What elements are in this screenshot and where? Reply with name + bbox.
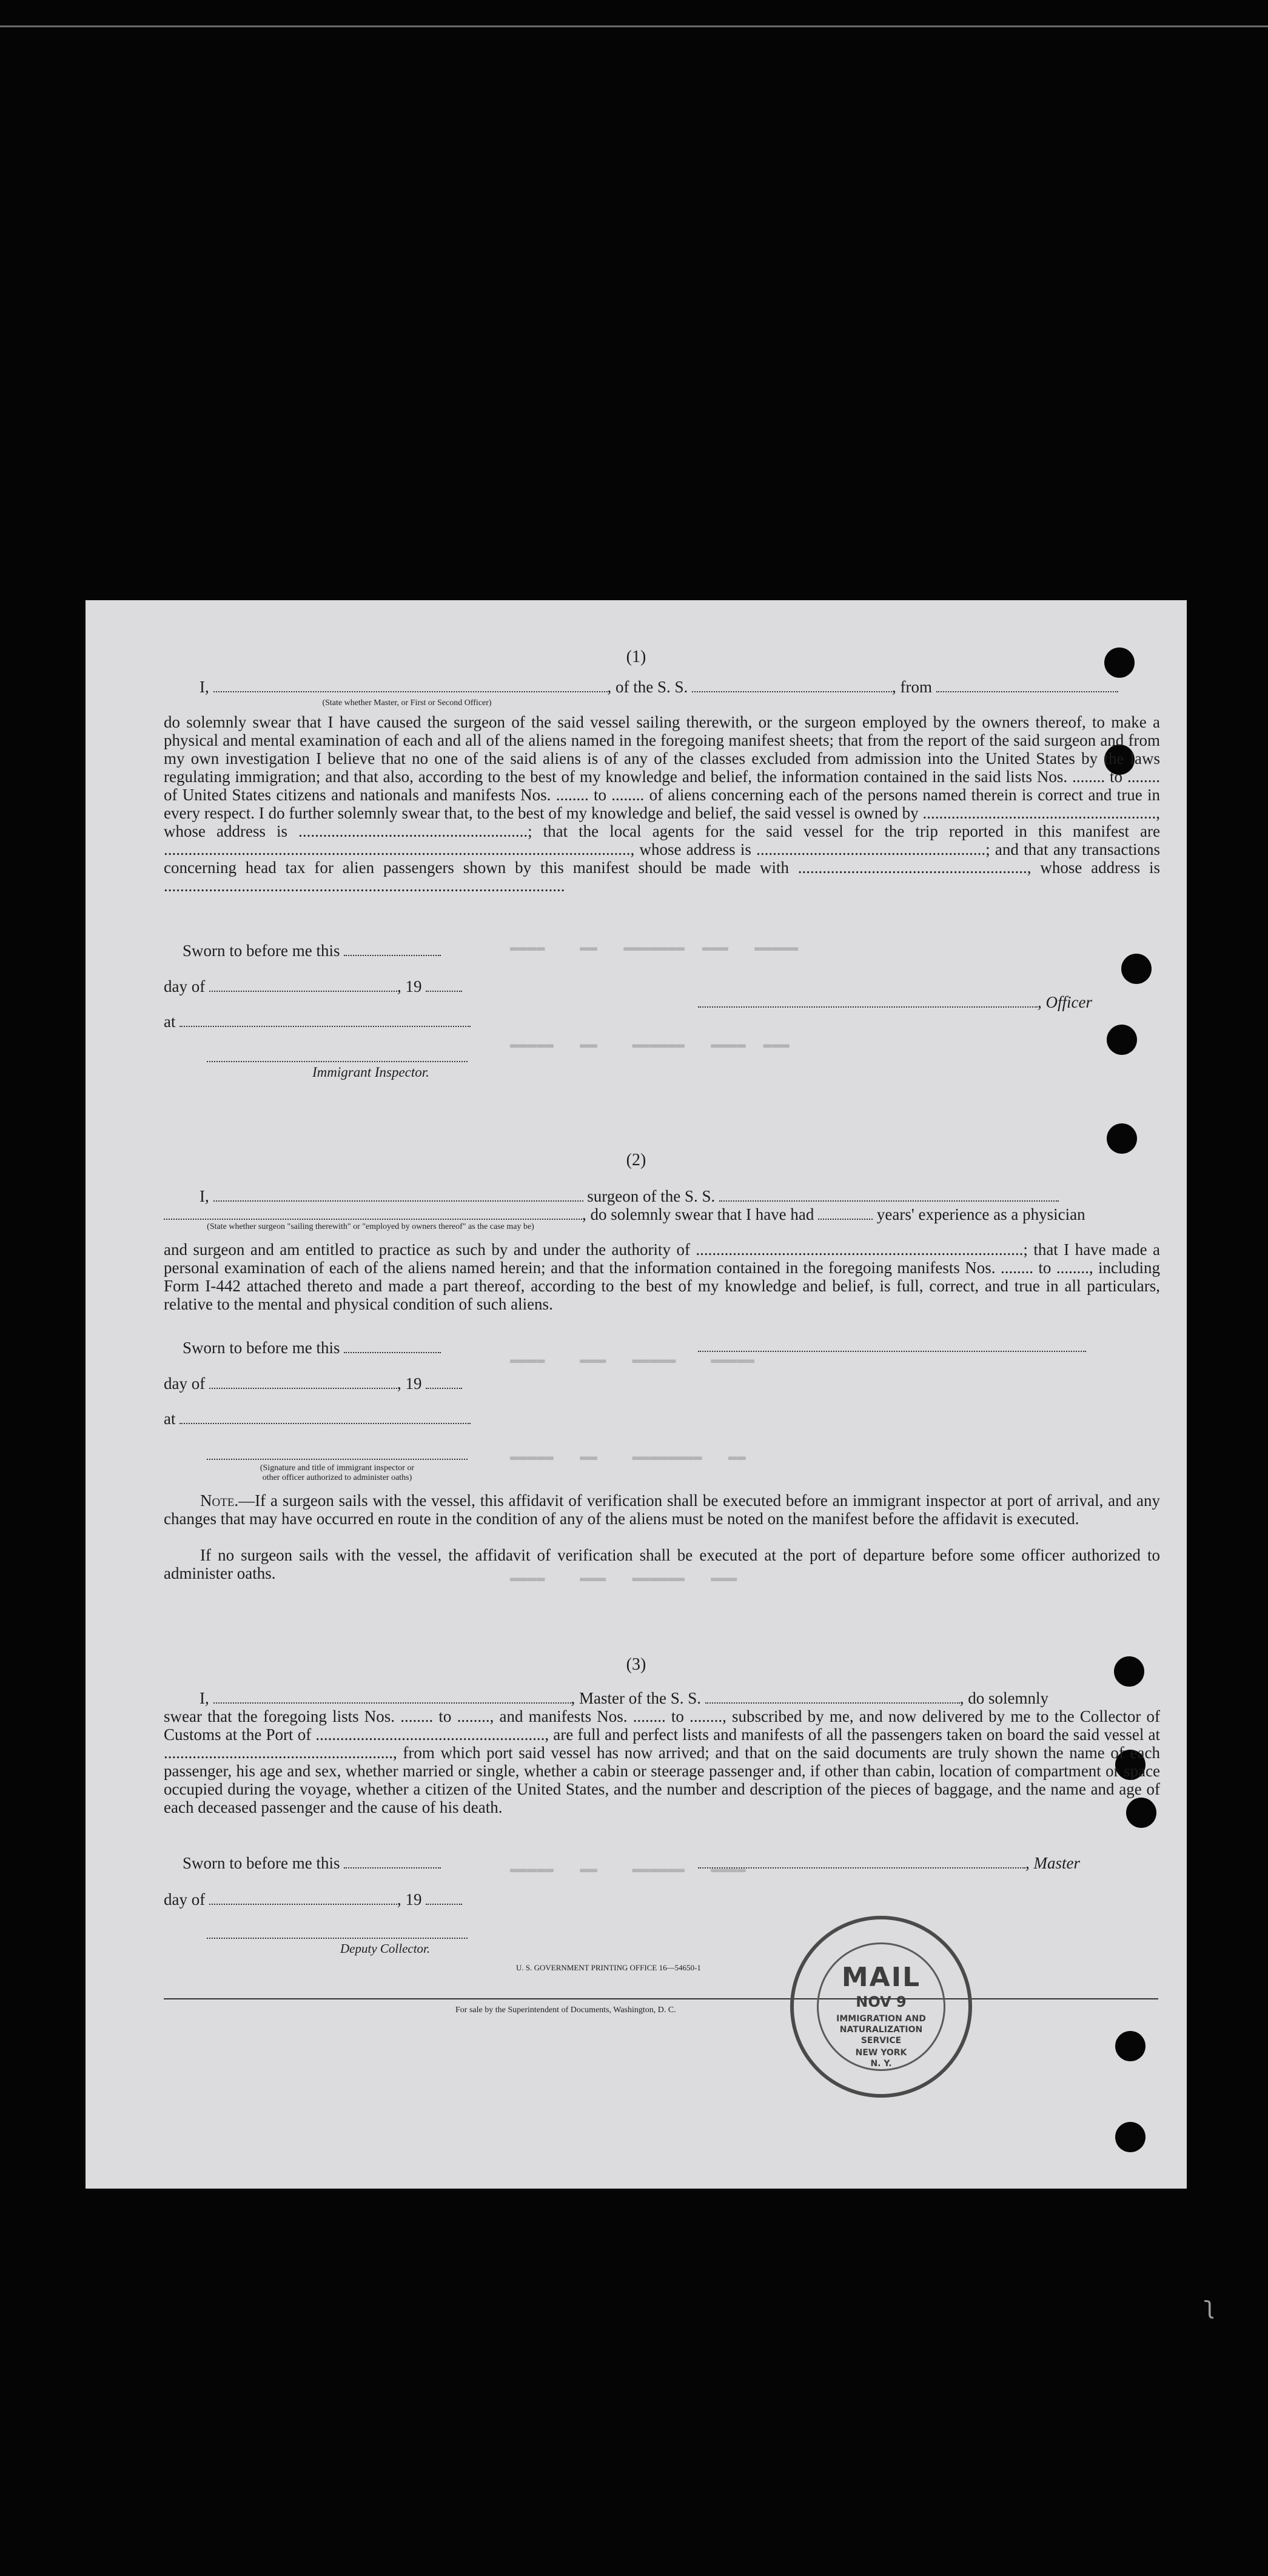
collector-signature-line: [207, 1938, 468, 1939]
inspector-signature-line: [207, 1061, 468, 1062]
years-experience-blank: [818, 1206, 873, 1220]
deputy-collector-label: Deputy Collector.: [340, 1941, 431, 1956]
section-1-at: at: [164, 1012, 471, 1031]
section-1-line-1: [200, 678, 1118, 697]
stamp-line-2: NATURALIZATION: [839, 2025, 923, 2035]
punch-hole: [1107, 1025, 1137, 1055]
sworn-day-blank: [344, 1340, 441, 1353]
section-2-day: day of , 19: [164, 1374, 462, 1393]
surgeon-name-blank: [213, 1188, 583, 1202]
label-i: I,: [200, 678, 209, 696]
label-of-ss: , of the S. S.: [607, 678, 688, 696]
sworn-day-blank: [344, 1855, 441, 1868]
bleed-through-row: ▬▬▬▬ ▬▬▬ ▬▬▬▬▬▬ ▬▬▬: [510, 1570, 737, 1587]
immigration-service-postmark: [790, 1916, 972, 2098]
punch-hole: [1115, 2122, 1146, 2152]
sworn-place-blank: [179, 1411, 471, 1424]
section-1-officer-signature: , Officer: [698, 993, 1092, 1012]
bleed-through-row: ▬▬▬▬▬ ▬▬ ▬▬▬▬▬▬ ▬▬▬▬ ▬▬▬: [510, 1037, 790, 1053]
stamp-mail: MAIL: [841, 1962, 921, 1993]
manifest-affidavit-page: [86, 600, 1187, 2189]
immigrant-inspector-label: Immigrant Inspector.: [312, 1065, 429, 1080]
punch-hole: [1107, 1123, 1137, 1154]
label-from: , from: [892, 678, 932, 696]
master-vessel-blank: [705, 1690, 960, 1704]
stamp-line-1: IMMIGRATION AND: [836, 2014, 926, 2024]
punch-hole: [1121, 954, 1152, 984]
section-3-sworn: Sworn to before me this: [183, 1854, 441, 1873]
sworn-day-blank: [344, 943, 441, 956]
officer-rank-caption: (State whether Master, or First or Second Officer): [322, 698, 492, 708]
footer-rule: [164, 1998, 1158, 1999]
section-1-number: (1): [626, 647, 646, 666]
sworn-place-blank: [179, 1014, 471, 1027]
stamp-date: NOV 9: [856, 1993, 907, 2010]
surgeon-vessel-blank: [719, 1188, 1059, 1202]
sworn-year-blank: [426, 979, 462, 992]
bleed-through-row: ▬▬▬▬▬ ▬▬ ▬▬▬▬▬▬ ▬▬▬▬: [510, 1861, 746, 1878]
bleed-through-row: ▬▬▬▬▬ ▬▬ ▬▬▬▬▬▬▬▬ ▬▬: [510, 1449, 746, 1465]
sworn-year-blank: [426, 1892, 462, 1905]
vessel-name-blank: [692, 679, 892, 692]
master-name-blank: [213, 1690, 571, 1704]
section-1-sworn: Sworn to before me this: [183, 942, 441, 960]
sworn-month-blank: [209, 979, 397, 992]
punch-hole: [1115, 2031, 1146, 2061]
printing-office-line: U. S. GOVERNMENT PRINTING OFFICE 16—54650-1: [516, 1963, 701, 1972]
stamp-city: NEW YORK: [855, 2048, 907, 2058]
sworn-year-blank: [426, 1376, 462, 1389]
section-2-line-2: , do solemnly swear that I have had years' experience as a physician: [164, 1205, 1085, 1224]
section-2-sworn: Sworn to before me this: [183, 1339, 441, 1357]
no-surgeon-note: If no surgeon sails with the vessel, the affidavit of verification shall be executed at the port of departure before some officer authorized to administer oaths.: [164, 1546, 1160, 1582]
section-1-day: day of , 19: [164, 977, 462, 996]
surgeon-note: Note.—If a surgeon sails with the vessel, this affidavit of verification shall be executed before an immigrant inspector at port of arrival, and any changes that may have occurred en route in the condition of any of the aliens must be noted on the manifest before the affidavit is executed.: [164, 1491, 1160, 1528]
sworn-month-blank: [209, 1376, 397, 1389]
scan-top-border: [0, 25, 1268, 27]
section-2-number: (2): [626, 1151, 646, 1169]
stamp-line-3: SERVICE: [860, 2036, 902, 2046]
section-2-line-1: I, surgeon of the S. S.: [200, 1187, 1059, 1206]
surgeon-signature-line: [698, 1351, 1086, 1352]
section-2-oath: and surgeon and am entitled to practice as such by and under the authority of ................................................................................; that I have made a personal examination of each of the aliens named herein; and that the information contained in the foregoing manifests Nos. ........ to ........, including Form I-442 attached thereto and made a part thereof, according to the best of my knowledge and belief, is full, correct, and true in all particulars, relative to the mental and physical condition of such aliens.: [164, 1240, 1160, 1313]
oath-officer-signature-line: [207, 1459, 468, 1460]
master-signature-blank: [698, 1855, 1025, 1868]
section-1-oath: do solemnly swear that I have caused the surgeon of the said vessel sailing therewith, or the surgeon employed by the owners thereof, to make a physical and mental examination of each and all of the aliens named in the foregoing manifest sheets; that from the report of the said surgeon and from my own investigation I believe that no one of the said aliens is of any of the classes excluded from admission into the United States by the laws regulating immigration; and that also, according to the best of my knowledge and belief, the information contained in the said lists Nos. ........ to ........ of United States citizens and nationals and manifests Nos. ........ to ........ of aliens concerning each of the persons named therein is correct and true in every respect. I do further solemnly swear that, to the best of my knowledge and belief, the said vessel is owned by ........................................................., whose address is ........................................................; that the local agents for the said vessel for the trip reported in this manifest are .................................................................................................................., whose address is ........................................................; and that any transactions concerning head tax for alien passengers shown by this manifest should be made with ........................................................, whose address is ..................................................................................................: [164, 713, 1160, 895]
scan-margin-mark: ʅ: [1204, 2292, 1215, 2320]
section-2-at: at: [164, 1410, 471, 1428]
bleed-through-row: ▬▬▬▬ ▬▬ ▬▬▬▬▬▬▬ ▬▬▬ ▬▬▬▬▬: [510, 940, 799, 956]
section-3-number: (3): [626, 1655, 646, 1674]
section-3-master-signature: , Master: [698, 1854, 1080, 1873]
oath-officer-caption-1: (Signature and title of immigrant inspector or: [260, 1464, 415, 1473]
bleed-through-row: ▬▬▬▬ ▬▬▬ ▬▬▬▬▬ ▬▬▬▬▬: [510, 1352, 755, 1368]
surgeon-capacity-caption: (State whether surgeon "sailing therewith" or "employed by owners thereof" as the case may be): [207, 1222, 534, 1231]
stamp-state: N. Y.: [870, 2059, 892, 2069]
surgeon-capacity-blank: [164, 1206, 582, 1220]
section-3-line-1: I, , Master of the S. S. , do solemnly: [200, 1689, 1048, 1707]
sale-notice: For sale by the Superintendent of Documents, Washington, D. C.: [455, 2006, 676, 2015]
section-3-day: day of , 19: [164, 1890, 462, 1909]
departure-port-blank: [936, 679, 1118, 692]
sworn-month-blank: [209, 1892, 397, 1905]
oath-officer-caption-2: other officer authorized to administer oaths): [262, 1473, 412, 1482]
officer-signature-blank: [698, 994, 1038, 1008]
section-3-oath: swear that the foregoing lists Nos. ........ to ........, and manifests Nos. ........ to ........, subscribed by me, and now delivered by me to the Collector of Customs at the Port of ........................................................, are full and perfect lists and manifests of all the passengers taken on board the said vessel at ........................................................, from which port said vessel has now arrived; and that on the said documents are truly shown the name of each passenger, his age and sex, whether married or single, whether a cabin or steerage passenger and, if other than cabin, location of compartment or space occupied during the voyage, whether a citizen of the United States, and the number and description of the pieces of baggage, and the name and age of each deceased passenger and the cause of his death.: [164, 1707, 1160, 1816]
officer-name-blank: [213, 679, 608, 692]
